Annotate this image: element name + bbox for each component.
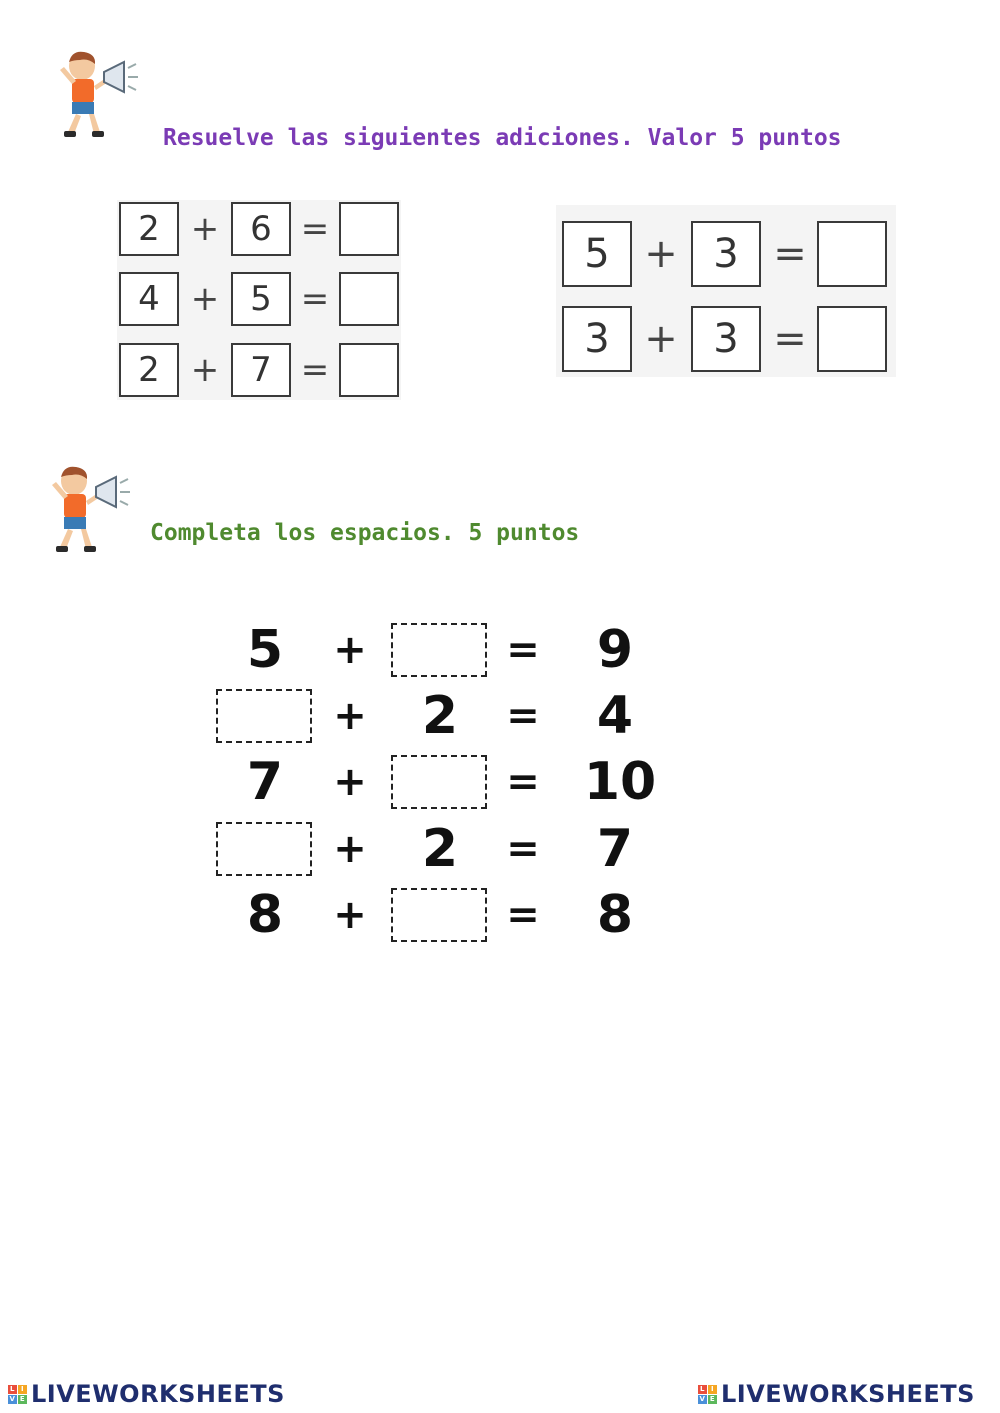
liveworksheets-logo: [8, 1380, 285, 1408]
blank-input[interactable]: [391, 623, 487, 677]
logo-letter: L: [8, 1385, 17, 1394]
addend-a: 2: [119, 343, 179, 397]
blank-input[interactable]: [391, 888, 487, 942]
result: 9: [596, 620, 634, 680]
equals-sign: =: [773, 231, 807, 277]
blank-input[interactable]: [216, 822, 312, 876]
addend-b: 6: [231, 202, 291, 256]
addend-b: 3: [691, 221, 761, 287]
equals-sign: =: [506, 693, 540, 739]
addend-b: 5: [231, 272, 291, 326]
plus-sign: +: [333, 826, 367, 872]
logo-letter: V: [699, 1394, 706, 1403]
logo-letter: I: [708, 1385, 717, 1394]
plus-sign: +: [333, 627, 367, 673]
answer-box[interactable]: [339, 343, 399, 397]
answer-box[interactable]: [339, 272, 399, 326]
equals-sign: =: [300, 209, 330, 249]
logo-letter: I: [18, 1385, 27, 1394]
logo-grid-icon: [698, 1385, 717, 1404]
equals-sign: =: [506, 892, 540, 938]
addend-b: 3: [691, 306, 761, 372]
result: 8: [596, 885, 634, 945]
addend-a: 5: [246, 620, 284, 680]
result: 7: [596, 819, 634, 879]
equals-sign: =: [506, 826, 540, 872]
blank-input[interactable]: [216, 689, 312, 743]
logo-letter: E: [19, 1394, 26, 1403]
section-2-title: Completa los espacios. 5 puntos: [150, 520, 580, 546]
plus-sign: +: [190, 350, 220, 390]
logo-letter: L: [698, 1385, 707, 1394]
plus-sign: +: [190, 279, 220, 319]
plus-sign: +: [190, 209, 220, 249]
addend-b: 2: [421, 686, 459, 746]
result: 10: [583, 752, 657, 812]
logo-letter: E: [709, 1394, 716, 1403]
result: 4: [596, 686, 634, 746]
boy-with-megaphone-icon: [42, 463, 132, 558]
brand-text: LIVEWORKSHEETS: [31, 1380, 285, 1408]
blank-input[interactable]: [391, 755, 487, 809]
plus-sign: +: [333, 892, 367, 938]
plus-sign: +: [333, 759, 367, 805]
equals-sign: =: [300, 350, 330, 390]
addend-b: 2: [421, 819, 459, 879]
brand-text: LIVEWORKSHEETS: [721, 1380, 975, 1408]
equals-sign: =: [506, 627, 540, 673]
equals-sign: =: [773, 316, 807, 362]
addend-a: 7: [246, 752, 284, 812]
answer-box[interactable]: [817, 306, 887, 372]
equals-sign: =: [506, 759, 540, 805]
logo-grid-icon: [8, 1385, 27, 1404]
equals-sign: =: [300, 279, 330, 319]
plus-sign: +: [644, 316, 678, 362]
liveworksheets-logo: [698, 1380, 975, 1408]
addend-a: 5: [562, 221, 632, 287]
answer-box[interactable]: [817, 221, 887, 287]
boy-with-megaphone-icon: [50, 48, 140, 143]
plus-sign: +: [644, 231, 678, 277]
addend-a: 2: [119, 202, 179, 256]
plus-sign: +: [333, 693, 367, 739]
section-1-title: Resuelve las siguientes adiciones. Valor 5 puntos: [163, 125, 842, 151]
addend-a: 3: [562, 306, 632, 372]
addend-b: 7: [231, 343, 291, 397]
addend-a: 4: [119, 272, 179, 326]
addend-a: 8: [246, 885, 284, 945]
logo-letter: V: [9, 1394, 16, 1403]
answer-box[interactable]: [339, 202, 399, 256]
